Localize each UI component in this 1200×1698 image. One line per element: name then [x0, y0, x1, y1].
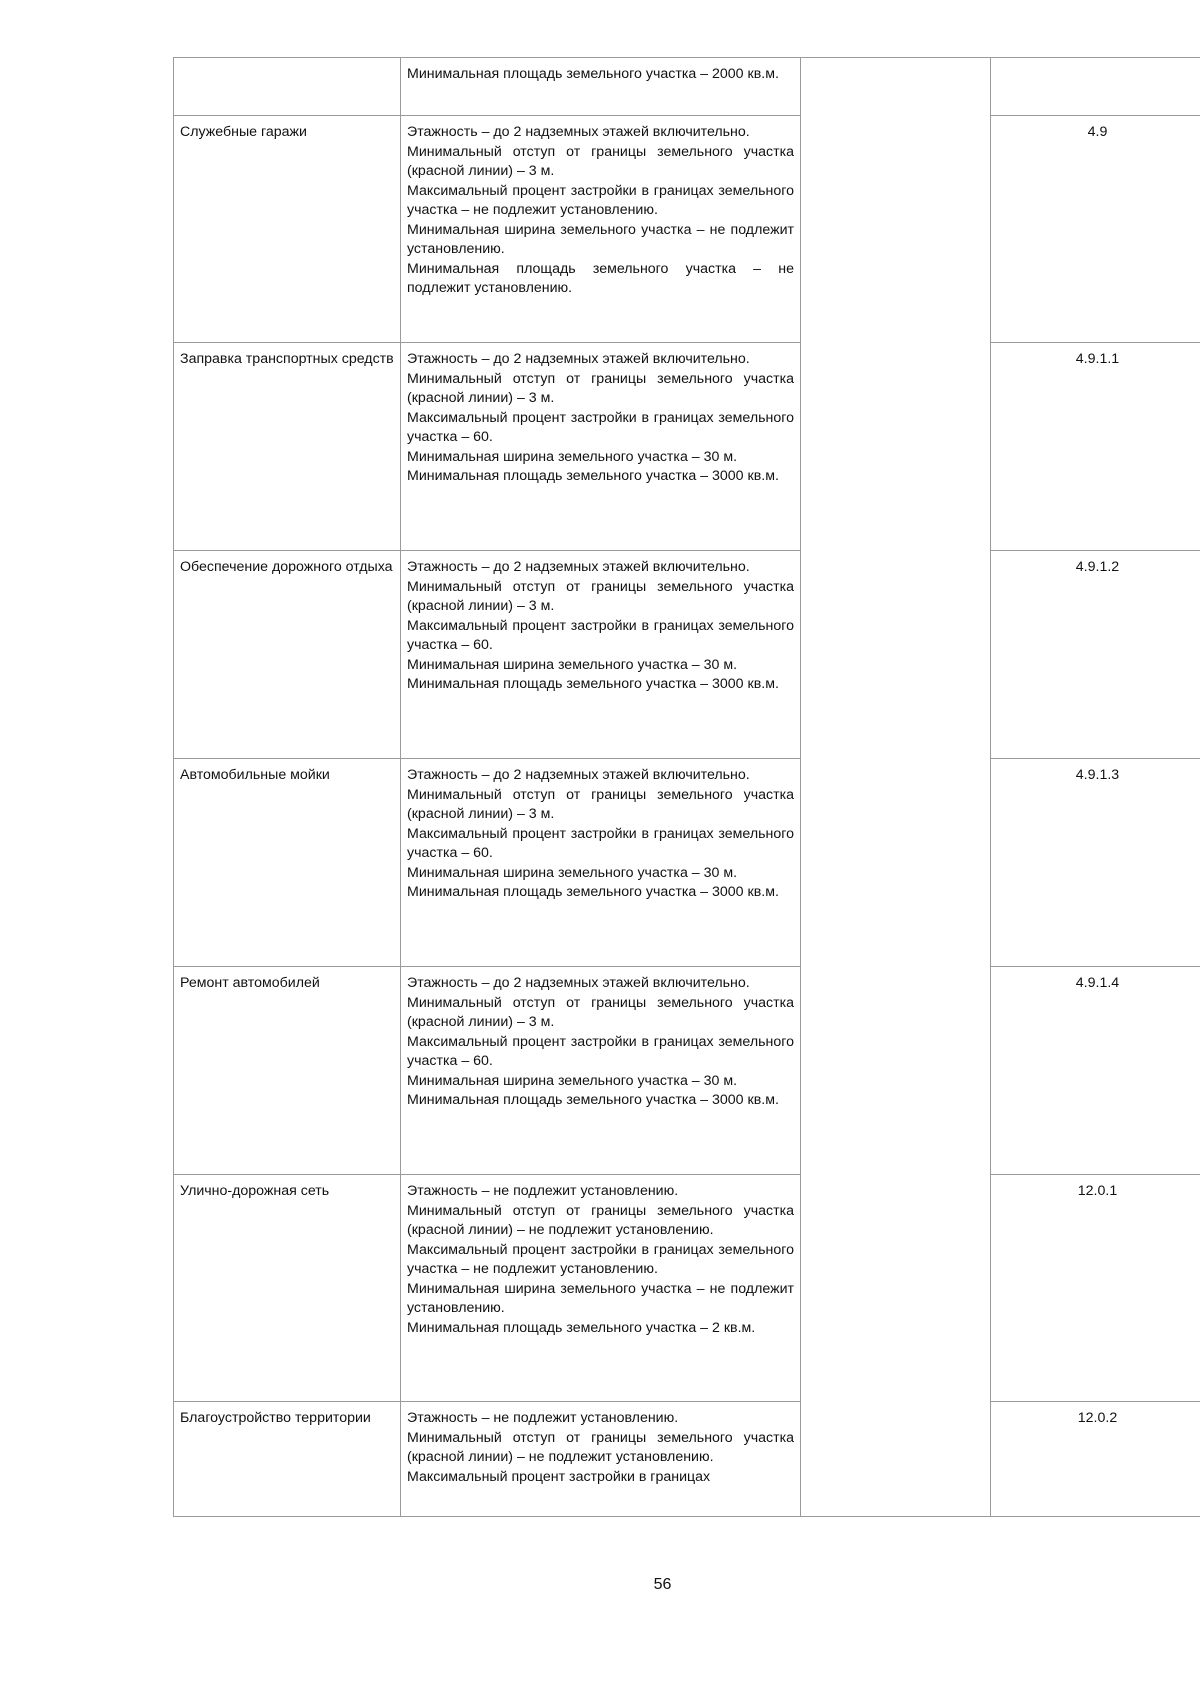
parameter-line: Этажность – не подлежит установлению.: [407, 1410, 679, 1426]
table-row: [174, 551, 1200, 759]
parameter-line: Максимальный процент застройки в границах земельного участка – 60.: [407, 617, 794, 653]
parameter-line: Минимальная ширина земельного участка – не подлежит установлению.: [407, 221, 794, 257]
parameter-line: Минимальный отступ от границы земельного участка (красной линии) – 3 м.: [407, 786, 794, 822]
parameter-line: Этажность – до 2 надземных этажей включительно.: [407, 351, 750, 367]
use-type-cell: Улично-дорожная сеть: [174, 1175, 401, 1402]
parameter-line: Минимальная ширина земельного участка – 30 м.: [407, 656, 738, 673]
parameter-line: Минимальная площадь земельного участка – не подлежит установлению.: [407, 260, 794, 296]
use-type-cell: Заправка транспортных средств: [174, 343, 401, 551]
parameter-line: Минимальный отступ от границы земельного участка (красной линии) – 3 м.: [407, 578, 794, 614]
parameter-line: Минимальный отступ от границы земельного участка (красной линии) – не подлежит установлению.: [407, 1429, 794, 1465]
parameters-cell: [401, 759, 801, 967]
table-row: [174, 1175, 1200, 1402]
classifier-code-cell: 4.9: [991, 116, 1200, 343]
use-type-cell: Служебные гаражи: [174, 116, 401, 343]
parameters-cell: [401, 551, 801, 759]
table-row: [174, 58, 1200, 116]
page-number: 56: [653, 1576, 672, 1593]
table-row: [174, 343, 1200, 551]
classifier-code-cell: 4.9.1.1: [991, 343, 1200, 551]
parameter-line: Минимальный отступ от границы земельного участка (красной линии) – 3 м.: [407, 994, 794, 1030]
parameter-line: Минимальный отступ от границы земельного участка (красной линии) – 3 м.: [407, 370, 794, 406]
parameter-line: Этажность – до 2 надземных этажей включительно.: [407, 767, 750, 783]
classifier-code-cell: [991, 58, 1200, 116]
parameters-cell: [401, 58, 801, 116]
parameter-line: Максимальный процент застройки в границах земельного участка – не подлежит установлению.: [407, 182, 794, 218]
classifier-code-cell: 4.9.1.3: [991, 759, 1200, 967]
classifier-code-cell: 12.0.2: [991, 1402, 1200, 1517]
use-type-cell: Благоустройство территории: [174, 1402, 401, 1517]
parameters-cell: [401, 1175, 801, 1402]
use-type-cell: Автомобильные мойки: [174, 759, 401, 967]
table-row: [174, 967, 1200, 1175]
parameters-cell: [401, 967, 801, 1175]
parameter-line: Минимальная ширина земельного участка – 30 м.: [407, 864, 738, 881]
parameter-line: Максимальный процент застройки в границах земельного участка – 60.: [407, 825, 794, 861]
use-type-cell: Ремонт автомобилей: [174, 967, 401, 1175]
parameters-cell: [401, 116, 801, 343]
parameter-line: Минимальная площадь земельного участка – 3000 кв.м.: [407, 884, 779, 900]
classifier-code-cell: 4.9.1.4: [991, 967, 1200, 1175]
parameter-line: Максимальный процент застройки в границах земельного участка – не подлежит установлению.: [407, 1241, 794, 1277]
table-row: [174, 1402, 1200, 1517]
parameter-line: Этажность – до 2 надземных этажей включительно.: [407, 124, 750, 140]
table-row: [174, 759, 1200, 967]
parameter-line: Минимальная ширина земельного участка – не подлежит установлению.: [407, 1280, 794, 1316]
classifier-code-cell: 12.0.1: [991, 1175, 1200, 1402]
parameter-line: Этажность – до 2 надземных этажей включительно.: [407, 559, 750, 575]
parameter-line: Минимальная ширина земельного участка – 30 м.: [407, 448, 738, 465]
use-type-cell: Обеспечение дорожного отдыха: [174, 551, 401, 759]
parameter-line: Этажность – до 2 надземных этажей включительно.: [407, 975, 750, 991]
parameter-line: Минимальная ширина земельного участка – 30 м.: [407, 1072, 738, 1089]
parameter-line: Максимальный процент застройки в границах земельного участка – 60.: [407, 409, 794, 445]
parameters-cell: [401, 343, 801, 551]
parameter-line: Этажность – не подлежит установлению.: [407, 1183, 679, 1199]
table-row: [174, 116, 1200, 343]
parameter-line: Максимальный процент застройки в границах земельного участка – 60.: [407, 1033, 794, 1069]
parameter-line: Минимальный отступ от границы земельного участка (красной линии) – не подлежит установлению.: [407, 1202, 794, 1238]
parameter-line: Минимальная площадь земельного участка – 2 кв.м.: [407, 1319, 756, 1336]
parameter-line: Минимальная площадь земельного участка – 3000 кв.м.: [407, 1092, 779, 1108]
table-body: [174, 58, 1200, 1517]
parameters-cell: [401, 1402, 801, 1517]
parameter-line: Минимальная площадь земельного участка – 3000 кв.м.: [407, 468, 779, 484]
parameter-line: Минимальная площадь земельного участка – 2000 кв.м.: [407, 66, 779, 82]
classifier-code-cell: 4.9.1.2: [991, 551, 1200, 759]
parameter-line: Минимальный отступ от границы земельного участка (красной линии) – 3 м.: [407, 143, 794, 179]
parameter-line: Минимальная площадь земельного участка – 3000 кв.м.: [407, 676, 779, 692]
parameter-line: Максимальный процент застройки в границах: [407, 1468, 711, 1485]
land-use-regulations-table: [173, 57, 1200, 1517]
use-type-cell: [174, 58, 401, 116]
empty-merged-cell: [801, 58, 991, 1517]
